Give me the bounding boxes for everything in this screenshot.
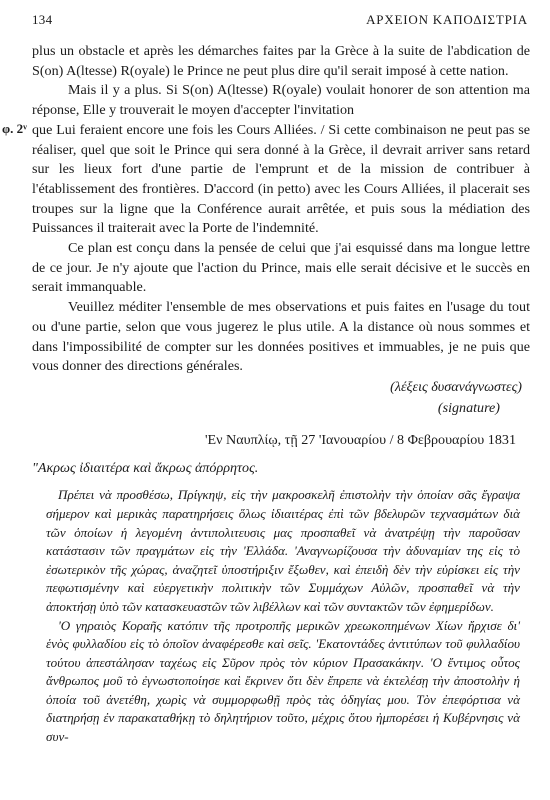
paragraph: Ce plan est conçu dans la pensée de celui que j'ai esquissé dans ma longue lettre de ce jour. Je n'y ajoute que l'action du Prince, mais elle serait décisive et le succès en serait immanquable. [32,240,530,296]
greek-paragraph: 'Ο γηραιὸς Κοραῆς κατόπιν τῆς προτροπῆς μερικῶν χρεωκοπημένων Χίων ἤρχισε δι' ἑνὸς φυλλαδίου εἰς τὸ ὁποῖον ἀναφέρεσθε καὶ σεῖς. 'Εκατοντάδες ἀντιτύπων τοῦ φυλλαδίου τούτου ἀπεστάλησαν ταχέως εἰς Σῦρον πρὸς τὸν κύριον Πρασακάκην. 'Ο ἔντιμος οὗτος ἄνθρωπος μοῦ τὸ ἐγνωστοποίησε καὶ ἔκρινεν ὅτι δὲν ἔπρεπε νὰ ἐκτελέσῃ τὴν ἀποστολὴν ἡ ὁποία τοῦ ἀνετέθη, χωρὶς νὰ συμμορφωθῇ πρὸς τὰς ὁδηγίας μου. Τὸν ἐπεφόρτισα νὰ διατηρήσῃ ἐν παρακαταθήκῃ τὸ δηλητήριον τοῦτο, μέχρις ὅτου ἠμπορέσει ἡ Κυβέρνησις νὰ συν- [46,617,520,745]
running-title: ΑΡΧΕΙΟΝ ΚΑΠΟΔΙΣΤΡΙΑ [366,12,528,27]
paragraph: Veuillez méditer l'ensemble de mes observations et puis faites en l'usage du tout ou d'une partie, selon que vous jugerez le plus utile. A la distance où nous sommes et dans l'impossibilité de compter sur les données positives et immuables, je ne puis que vous donner des directions générales. [32,299,530,375]
page-number: 134 [32,12,53,27]
dateline: 'Εν Ναυπλίῳ, τῇ 27 'Ιανουαρίου / 8 Φεβρουαρίου 1831 [205,432,516,449]
signature-note: (signature) [437,399,500,416]
paragraph: plus un obstacle et après les démarches faites par la Grèce à la suite de l'abdication de S(on) A(ltesse) R(oyale) le Prince ne peut plus dire qu'il serait imposé à cette nation. [32,43,530,79]
paragraph: Mais il y a plus. Si S(on) A(ltesse) R(oyale) voulait honorer de son attention ma réponse, Elle y trouverait le moyen d'accepter l'invitation [32,82,530,119]
greek-letter [32,486,530,746]
document-body [2,42,530,747]
folio-block [2,120,530,239]
letter-heading: "Ακρως ἰδιαιτέρα καὶ ἄκρως ἀπόρρητος. [32,460,259,477]
paragraph: que Lui feraient encore une fois les Cours Alliées. / Si cette combinaison ne peut pas se réaliser, quel que soit le Prince qui sera donné à la Grèce, il devrait arriver sans retard sur les lieux fort d'une partie de l'emprunt et de la mission de contribuer à l'établissement des frontières. D'accord (in petto) avec les Cours Alliées, il placerait ses troupes sur la ligne que la Conférence aurait arrêtée, et puis sous la médiation des Puissances il traiterait avec la Porte de l'indemnité. [32,121,530,237]
folio-marker: φ. 2ᵛ [2,120,28,136]
illegible-words-note: (λέξεις δυσανάγνωστες) [390,378,522,395]
greek-paragraph: Πρέπει νὰ προσθέσω, Πρίγκηψ, εἰς τὴν μακροσκελῆ ἐπιστολὴν τὴν ὁποίαν σᾶς ἔγραψα σήμερον καὶ μερικὰς παρατηρήσεις ὅλως ἰδιαιτέρας ἐπὶ τῶν βδελυρῶν τεχνασμάτων διὰ τῶν ὁποίων ἡ λεγομένη ἀντιπολιτευσις μας προσπαθεῖ νὰ ἀνατρέψῃ τὴν παροῦσαν κατάστασιν τῶν πραγμάτων εἰς τὴν 'Ελλάδα. 'Αναγνωρίζουσα τὴν ἀδυναμίαν της εἰς τὸ ἐσωτερικὸν τῆς χώρας, ἀναζητεῖ ὑποστήριξιν ἔξωθεν, καὶ ἐπειδὴ δὲν τὴν εὑρίσκει εἰς τὴν πεφωτισμένην καὶ εὐεργετικὴν πολιτικὴν τῶν Συμμάχων Αὐλῶν, προσπαθεῖ νὰ τὴν ἀποκτήσῃ ὑπὸ τῶν κατασκευαστῶν τῶν λιβέλλων καὶ τῶν συντακτῶν τῶν ἐφημερίδων. [46,487,520,614]
